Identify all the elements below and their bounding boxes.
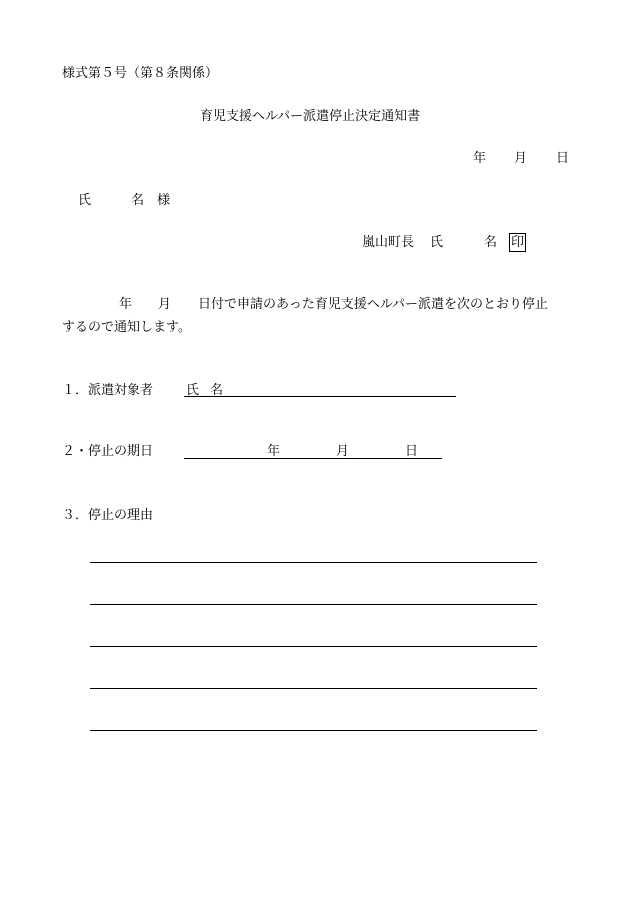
form-label: 様式第５号（第８条関係） bbox=[62, 66, 219, 81]
item-1-underline bbox=[184, 396, 456, 397]
item-2-label: ２・停止の期日 bbox=[62, 444, 154, 459]
reason-line bbox=[90, 688, 537, 689]
issuer-mei: 名 bbox=[484, 235, 498, 250]
date-year: 年 bbox=[473, 151, 487, 166]
body-year: 年 bbox=[119, 297, 133, 312]
item-3-label: ３．停止の理由 bbox=[62, 508, 154, 523]
recipient-sama: 様 bbox=[157, 193, 171, 208]
recipient-shi: 氏 bbox=[78, 193, 92, 208]
item-1-mei: 名 bbox=[210, 383, 224, 398]
item-1-shi: 氏 bbox=[186, 383, 200, 398]
body-line2: するので通知します。 bbox=[62, 320, 191, 335]
reason-line bbox=[90, 562, 537, 563]
document-title: 育児支援ヘルパー派遣停止決定通知書 bbox=[200, 109, 421, 124]
item-2-day: 日 bbox=[405, 444, 419, 459]
reason-line bbox=[90, 646, 537, 647]
reason-line bbox=[90, 730, 537, 731]
issuer-office: 嵐山町長 bbox=[362, 235, 415, 250]
body-month: 月 bbox=[158, 297, 172, 312]
body-line1-rest: 日付で申請のあった育児支援ヘルパー派遣を次のとおり停止 bbox=[198, 297, 548, 312]
item-1-label: １．派遣対象者 bbox=[62, 383, 154, 398]
item-2-year: 年 bbox=[267, 444, 281, 459]
seal-stamp: 印 bbox=[510, 235, 524, 250]
item-2-month: 月 bbox=[336, 444, 350, 459]
issuer-shi: 氏 bbox=[430, 235, 444, 250]
date-day: 日 bbox=[556, 151, 570, 166]
reason-line bbox=[90, 604, 537, 605]
recipient-mei: 名 bbox=[131, 193, 145, 208]
item-2-underline bbox=[184, 458, 442, 459]
date-month: 月 bbox=[514, 151, 528, 166]
